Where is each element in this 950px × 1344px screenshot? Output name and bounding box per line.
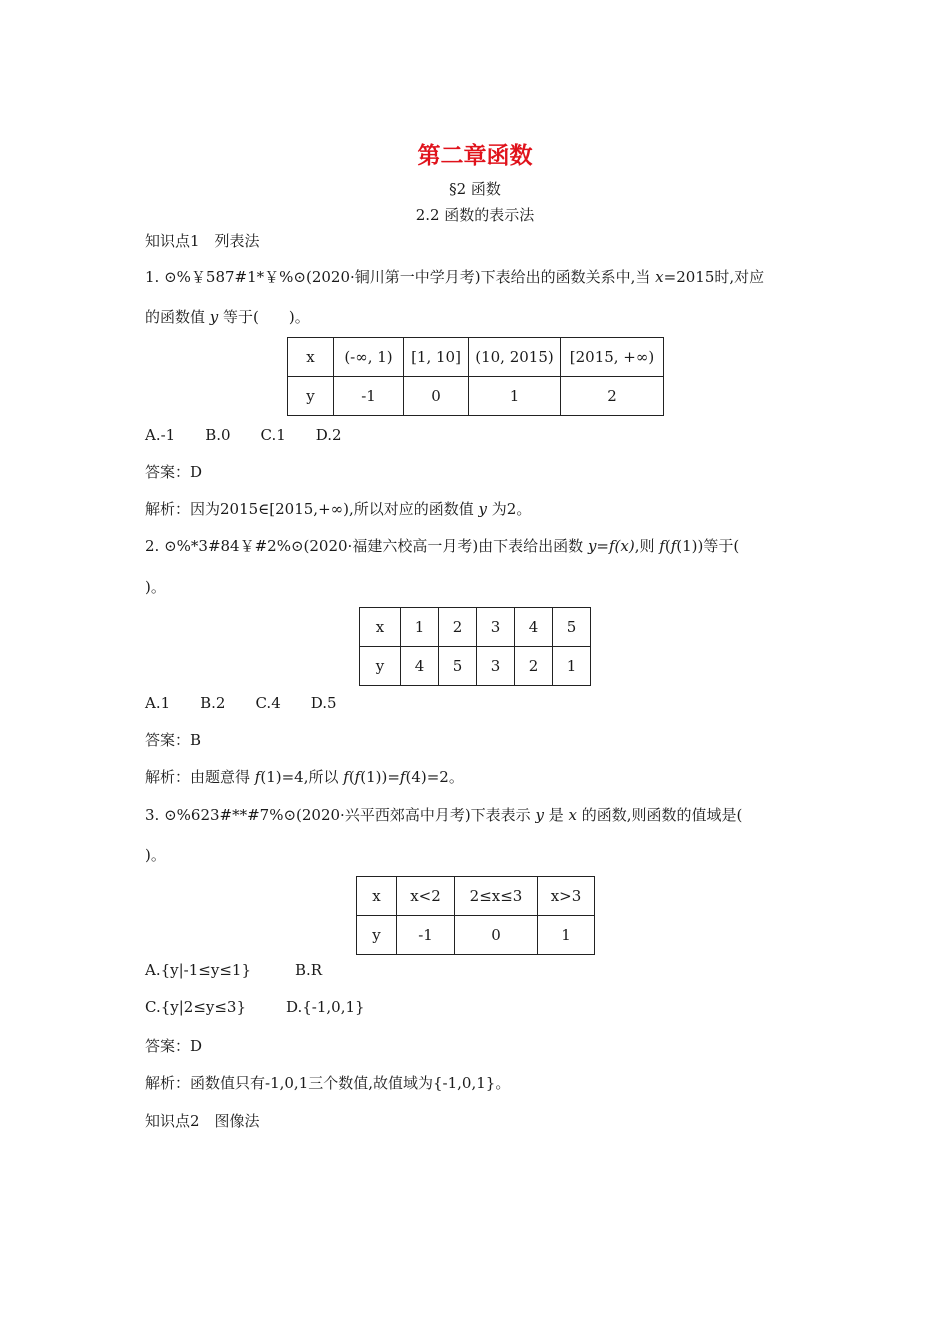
q2-stem-line2: )。: [145, 578, 166, 596]
table-cell: x>3: [538, 877, 595, 916]
table-cell: 1: [469, 377, 561, 416]
q1-stem-line2: 的函数值 y 等于( )。: [145, 308, 310, 326]
q2-options: A.1 B.2 C.4 D.5: [145, 694, 337, 712]
q3-stem-line2: )。: [145, 846, 166, 864]
table-cell: 4: [515, 608, 553, 647]
q2-table: [359, 607, 591, 686]
table-header-y: y: [288, 377, 334, 416]
q1-options: A.-1 B.0 C.1 D.2: [145, 426, 342, 444]
table-cell: 3: [477, 608, 515, 647]
q3-table: [356, 876, 595, 955]
section-heading: §2 函数: [449, 180, 501, 198]
table-cell: 2: [439, 608, 477, 647]
table-cell: 2≤x≤3: [455, 877, 538, 916]
q2-stem-line1: 2. ⊙%*3#84￥#2%⊙(2020·福建六校高一月考)由下表给出函数 y=f(x),则 f(f(1))等于(: [145, 537, 740, 555]
subsection-heading: 2.2 函数的表示法: [415, 206, 535, 224]
q3-stem-line1: 3. ⊙%623#**#7%⊙(2020·兴平西郊高中月考)下表表示 y 是 x 的函数,则函数的值域是(: [145, 806, 743, 824]
table-cell: 1: [538, 916, 595, 955]
table-cell: [2015, +∞): [561, 338, 664, 377]
q1-analysis: 解析：因为2015∈[2015,+∞),所以对应的函数值 y 为2。: [145, 500, 532, 518]
table-header-x: x: [360, 608, 401, 647]
table-cell: 0: [455, 916, 538, 955]
table-cell: 3: [477, 647, 515, 686]
chapter-title: 第二章函数: [417, 143, 533, 169]
table-cell: 2: [515, 647, 553, 686]
table-cell: -1: [397, 916, 455, 955]
q1-answer: 答案：D: [145, 463, 203, 481]
table-header-x: x: [288, 338, 334, 377]
table-cell: 1: [401, 608, 439, 647]
table-cell: x<2: [397, 877, 455, 916]
q3-analysis: 解析：函数值只有-1,0,1三个数值,故值域为{-1,0,1}。: [145, 1074, 511, 1092]
q1-table: [287, 337, 664, 416]
knowledge-point-1: 知识点1 列表法: [145, 232, 260, 250]
table-header-y: y: [360, 647, 401, 686]
table-cell: (-∞, 1): [334, 338, 404, 377]
q3-option-c: C.{y|2≤y≤3}: [145, 998, 247, 1016]
table-cell: (10, 2015): [469, 338, 561, 377]
table-cell: 1: [553, 647, 591, 686]
knowledge-point-2: 知识点2 图像法: [145, 1112, 260, 1130]
q3-answer: 答案：D: [145, 1037, 203, 1055]
table-cell: 0: [404, 377, 469, 416]
q2-answer: 答案：B: [145, 731, 202, 749]
q2-analysis: 解析：由题意得 f(1)=4,所以 f(f(1))=f(4)=2。: [145, 768, 464, 786]
q3-option-d: D.{-1,0,1}: [286, 998, 365, 1016]
table-cell: 5: [439, 647, 477, 686]
q3-option-b: B.R: [295, 961, 323, 979]
table-cell: 5: [553, 608, 591, 647]
table-header-y: y: [357, 916, 397, 955]
q1-stem-line1: 1. ⊙%￥587#1*￥%⊙(2020·铜川第一中学月考)下表给出的函数关系中,当 x=2015时,对应: [145, 268, 765, 286]
table-cell: [1, 10]: [404, 338, 469, 377]
q3-option-a: A.{y|-1≤y≤1}: [145, 961, 251, 979]
table-cell: -1: [334, 377, 404, 416]
table-cell: 2: [561, 377, 664, 416]
table-cell: 4: [401, 647, 439, 686]
table-header-x: x: [357, 877, 397, 916]
